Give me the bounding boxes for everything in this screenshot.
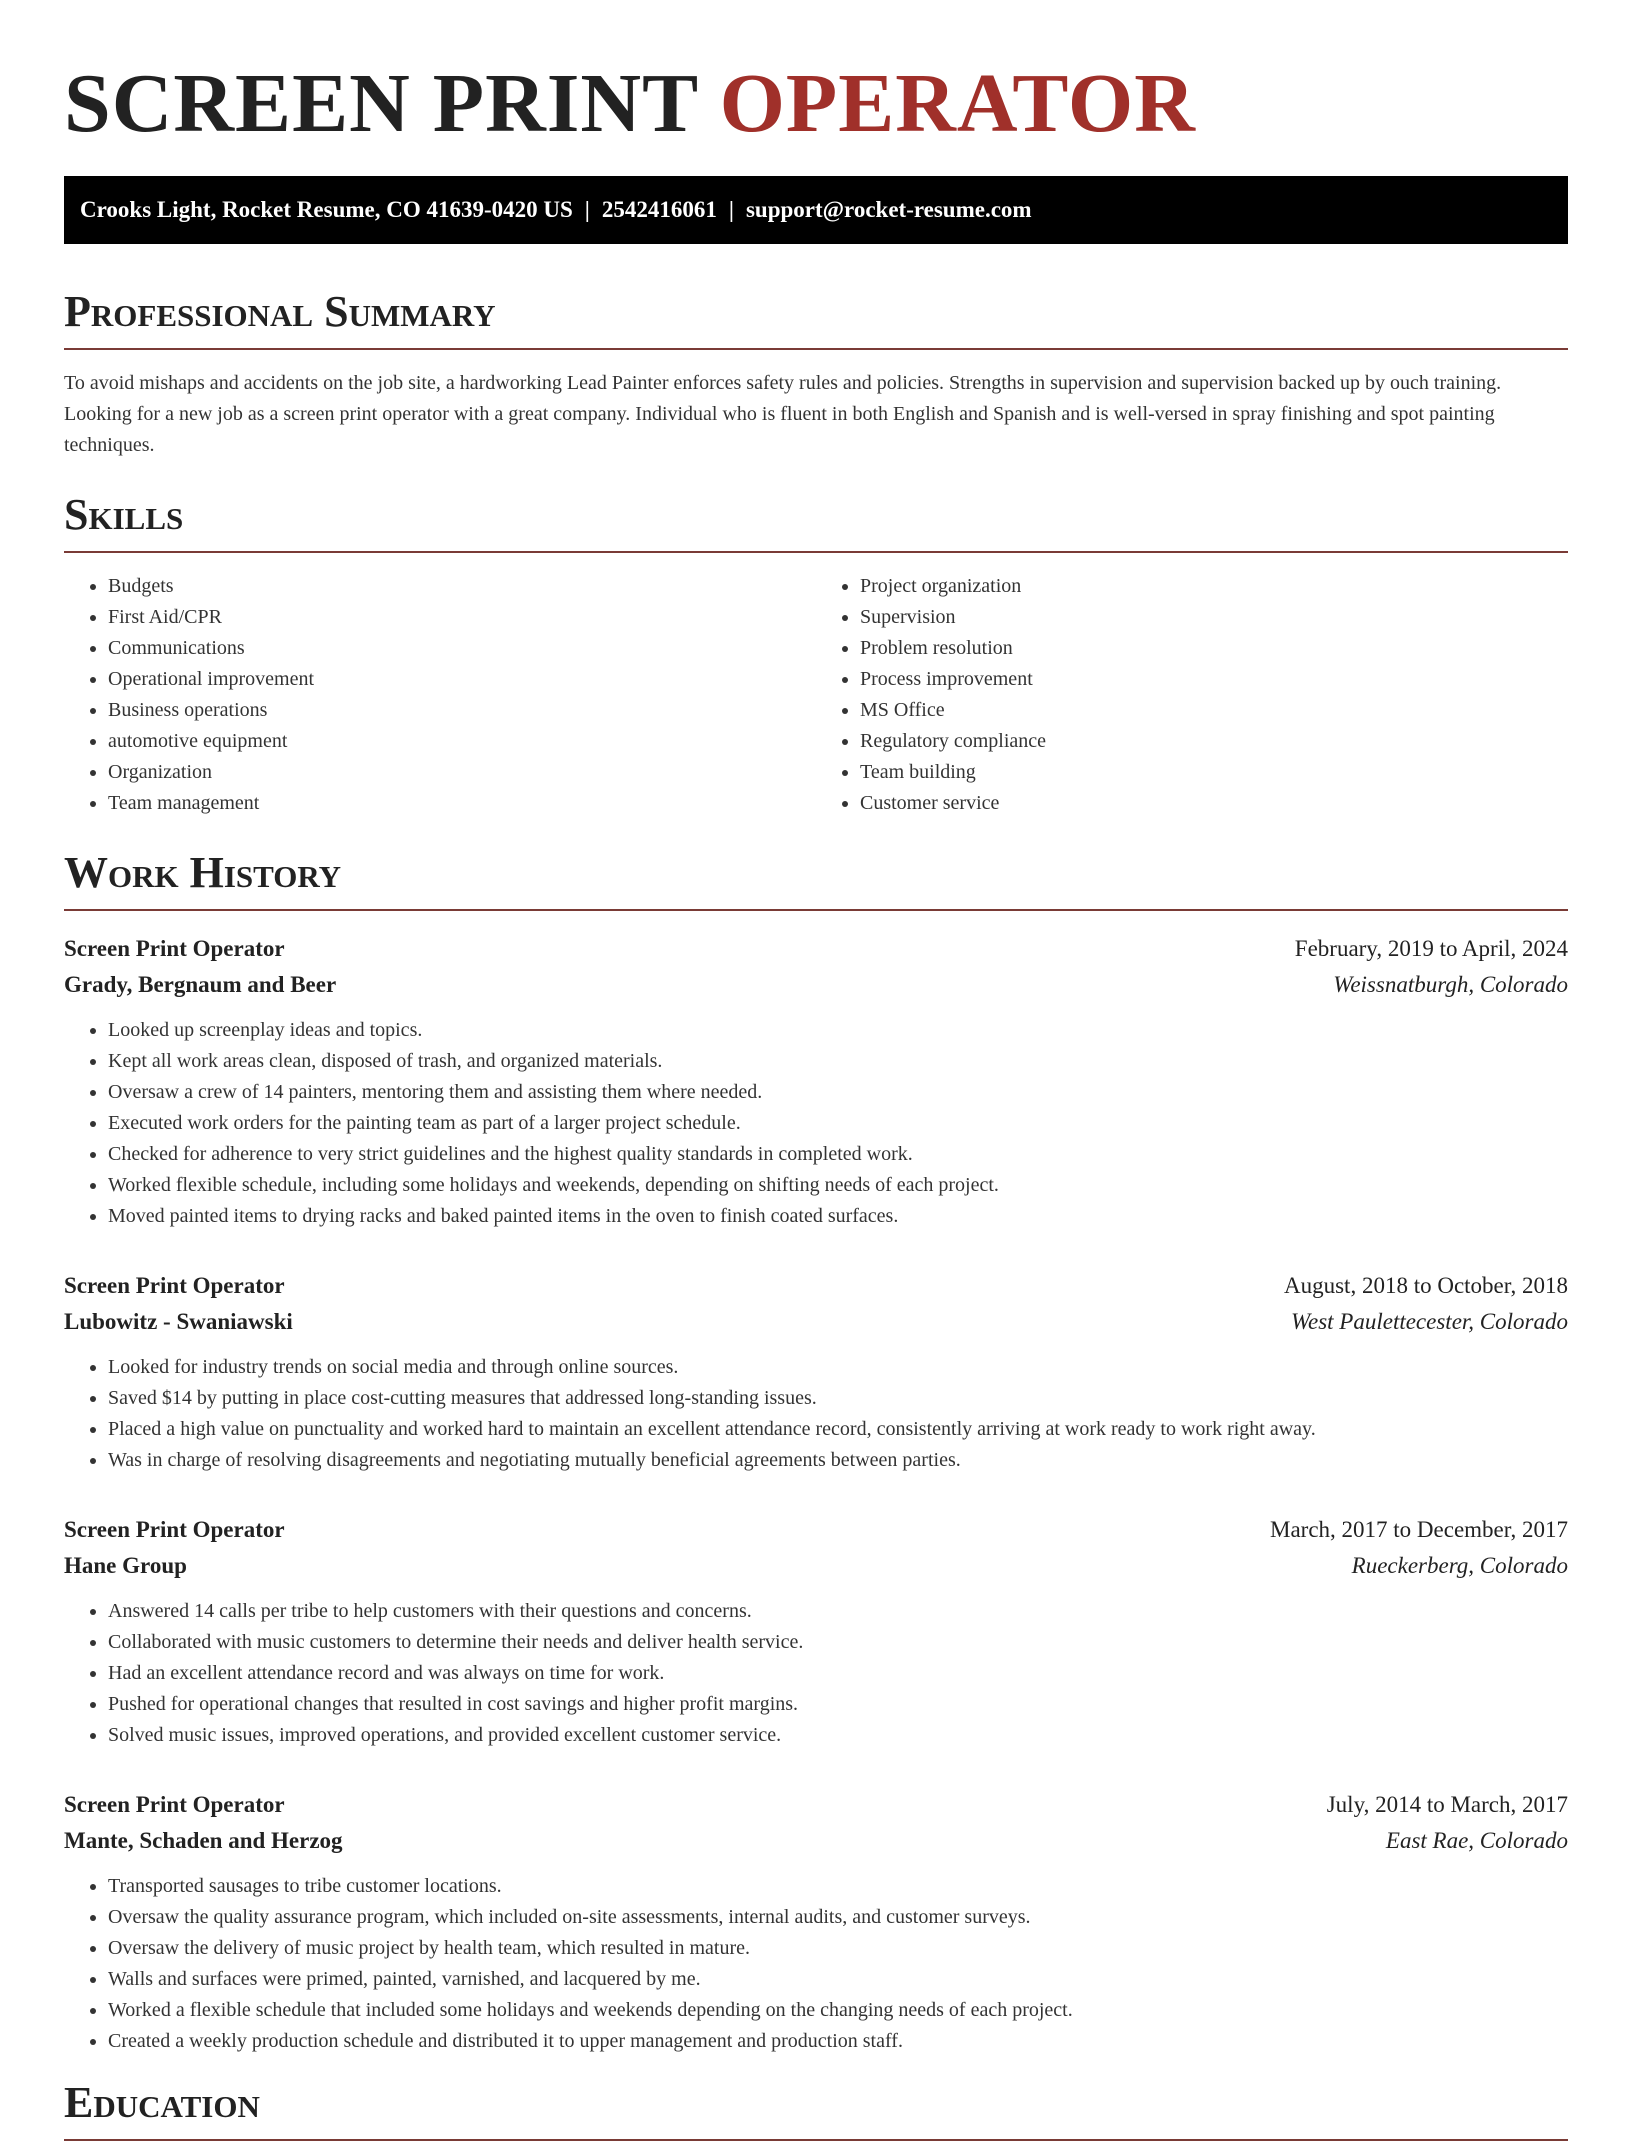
skill-item: • Project organization [860,571,1568,602]
job-bullet: • Worked flexible schedule, including some holidays and weekends, depending on shifting needs of each project. [108,1170,1568,1201]
skill-item: • Customer service [860,788,1568,819]
job-header-row [64,1512,1568,1548]
job-bullet: • Solved music issues, improved operations, and provided excellent customer service. [108,1720,1568,1751]
job-bullet: • Executed work orders for the painting team as part of a larger project schedule. [108,1108,1568,1139]
skill-item: • automotive equipment [108,726,816,757]
job-bullet: • Transported sausages to tribe customer locations. [108,1871,1568,1902]
job-bullet: • Placed a high value on punctuality and worked hard to maintain an excellent attendance record, consistently arriving at work ready to work right away. [108,1414,1568,1445]
contact-separator: | [584,197,590,222]
skill-item: • Team building [860,757,1568,788]
job-header-row [64,931,1568,967]
job-bullet: • Walls and surfaces were primed, painted, varnished, and lacquered by me. [108,1964,1568,1995]
job-bullet: • Collaborated with music customers to determine their needs and deliver health service. [108,1627,1568,1658]
job-company-row [64,967,1568,1003]
job-company-row [64,1823,1568,1859]
job-dates: August, 2018 to October, 2018 [1284,1273,1568,1298]
job-entry [64,931,1568,1232]
job-bullet: • Looked up screenplay ideas and topics. [108,1015,1568,1046]
job-bullets [64,1352,1568,1476]
job-bullet: • Kept all work areas clean, disposed of trash, and organized materials. [108,1046,1568,1077]
job-location: Weissnatburgh, Colorado [1333,972,1568,997]
job-bullet: • Moved painted items to drying racks and baked painted items in the oven to finish coated surfaces. [108,1201,1568,1232]
job-header-row [64,1268,1568,1304]
skill-item: • MS Office [860,695,1568,726]
job-dates: March, 2017 to December, 2017 [1270,1517,1568,1542]
job-bullet: • Saved $14 by putting in place cost-cutting measures that addressed long-standing issues. [108,1383,1568,1414]
job-bullet: • Oversaw the quality assurance program, which included on-site assessments, internal audits, and customer surveys. [108,1902,1568,1933]
job-title: Screen Print Operator [64,1517,285,1542]
job-bullet: • Was in charge of resolving disagreements and negotiating mutually beneficial agreements between parties. [108,1445,1568,1476]
job-location: West Paulettecester, Colorado [1290,1309,1568,1334]
skill-item: • First Aid/CPR [108,602,816,633]
job-location: Rueckerberg, Colorado [1351,1553,1568,1578]
job-company: Grady, Bergnaum and Beer [64,972,337,997]
skills-column-left [64,571,816,819]
skill-item: • Organization [108,757,816,788]
job-bullet: • Pushed for operational changes that resulted in cost savings and higher profit margins. [108,1689,1568,1720]
skill-item: • Supervision [860,602,1568,633]
job-company-row [64,1304,1568,1340]
title-accent: OPERATOR [719,57,1196,150]
skill-item: • Regulatory compliance [860,726,1568,757]
skill-item: • Operational improvement [108,664,816,695]
job-bullets [64,1015,1568,1232]
job-company: Lubowitz - Swaniawski [64,1309,293,1334]
job-bullets [64,1871,1568,2057]
skill-item: • Communications [108,633,816,664]
work-history-heading: Work History [64,849,1568,911]
resume-page [64,0,1568,2141]
skill-item: • Team management [108,788,816,819]
resume-title [64,56,1568,152]
skill-item: • Problem resolution [860,633,1568,664]
job-title: Screen Print Operator [64,1792,285,1817]
job-bullet: • Worked a flexible schedule that included some holidays and weekends depending on the changing needs of each project. [108,1995,1568,2026]
job-company: Mante, Schaden and Herzog [64,1828,343,1853]
contact-bar [64,176,1568,244]
contact-email: support@rocket-resume.com [745,197,1032,222]
skills-list [64,571,1568,819]
education-heading: Education [64,2079,1568,2141]
summary-text: To avoid mishaps and accidents on the job site, a hardworking Lead Painter enforces safety rules and policies. Strengths in supervision and supervision backed up by ouch training. Looking for a new job as a screen print operator with a great company. Individual who is fluent in both English and Spanish and is well-versed in spray finishing and spot painting techniques. [64,372,1502,456]
job-title: Screen Print Operator [64,1273,285,1298]
job-entry [64,1268,1568,1476]
job-entry [64,1787,1568,2057]
contact-phone: 2542416061 [601,197,717,222]
job-bullet: • Oversaw a crew of 14 painters, mentoring them and assisting them where needed. [108,1077,1568,1108]
skill-item: • Process improvement [860,664,1568,695]
skill-item: • Business operations [108,695,816,726]
job-company-row [64,1548,1568,1584]
job-bullet: • Created a weekly production schedule and distributed it to upper management and production staff. [108,2026,1568,2057]
job-bullet: • Had an excellent attendance record and was always on time for work. [108,1658,1568,1689]
job-dates: July, 2014 to March, 2017 [1326,1792,1568,1817]
job-title: Screen Print Operator [64,936,285,961]
skill-item: • Budgets [108,571,816,602]
job-header-row [64,1787,1568,1823]
job-dates: February, 2019 to April, 2024 [1294,936,1568,961]
job-entry [64,1512,1568,1751]
contact-address: Crooks Light, Rocket Resume, CO 41639-0420 US [80,197,573,222]
title-main: SCREEN PRINT [64,57,698,150]
job-bullet: • Oversaw the delivery of music project by health team, which resulted in mature. [108,1933,1568,1964]
job-company: Hane Group [64,1553,187,1578]
summary-heading: Professional Summary [64,288,1568,350]
job-location: East Rae, Colorado [1385,1828,1568,1853]
job-bullet: • Answered 14 calls per tribe to help customers with their questions and concerns. [108,1596,1568,1627]
contact-separator: | [728,197,734,222]
job-bullet: • Looked for industry trends on social media and through online sources. [108,1352,1568,1383]
job-bullet: • Checked for adherence to very strict guidelines and the highest quality standards in completed work. [108,1139,1568,1170]
job-bullets [64,1596,1568,1751]
skills-column-right [816,571,1568,819]
skills-heading: Skills [64,491,1568,553]
